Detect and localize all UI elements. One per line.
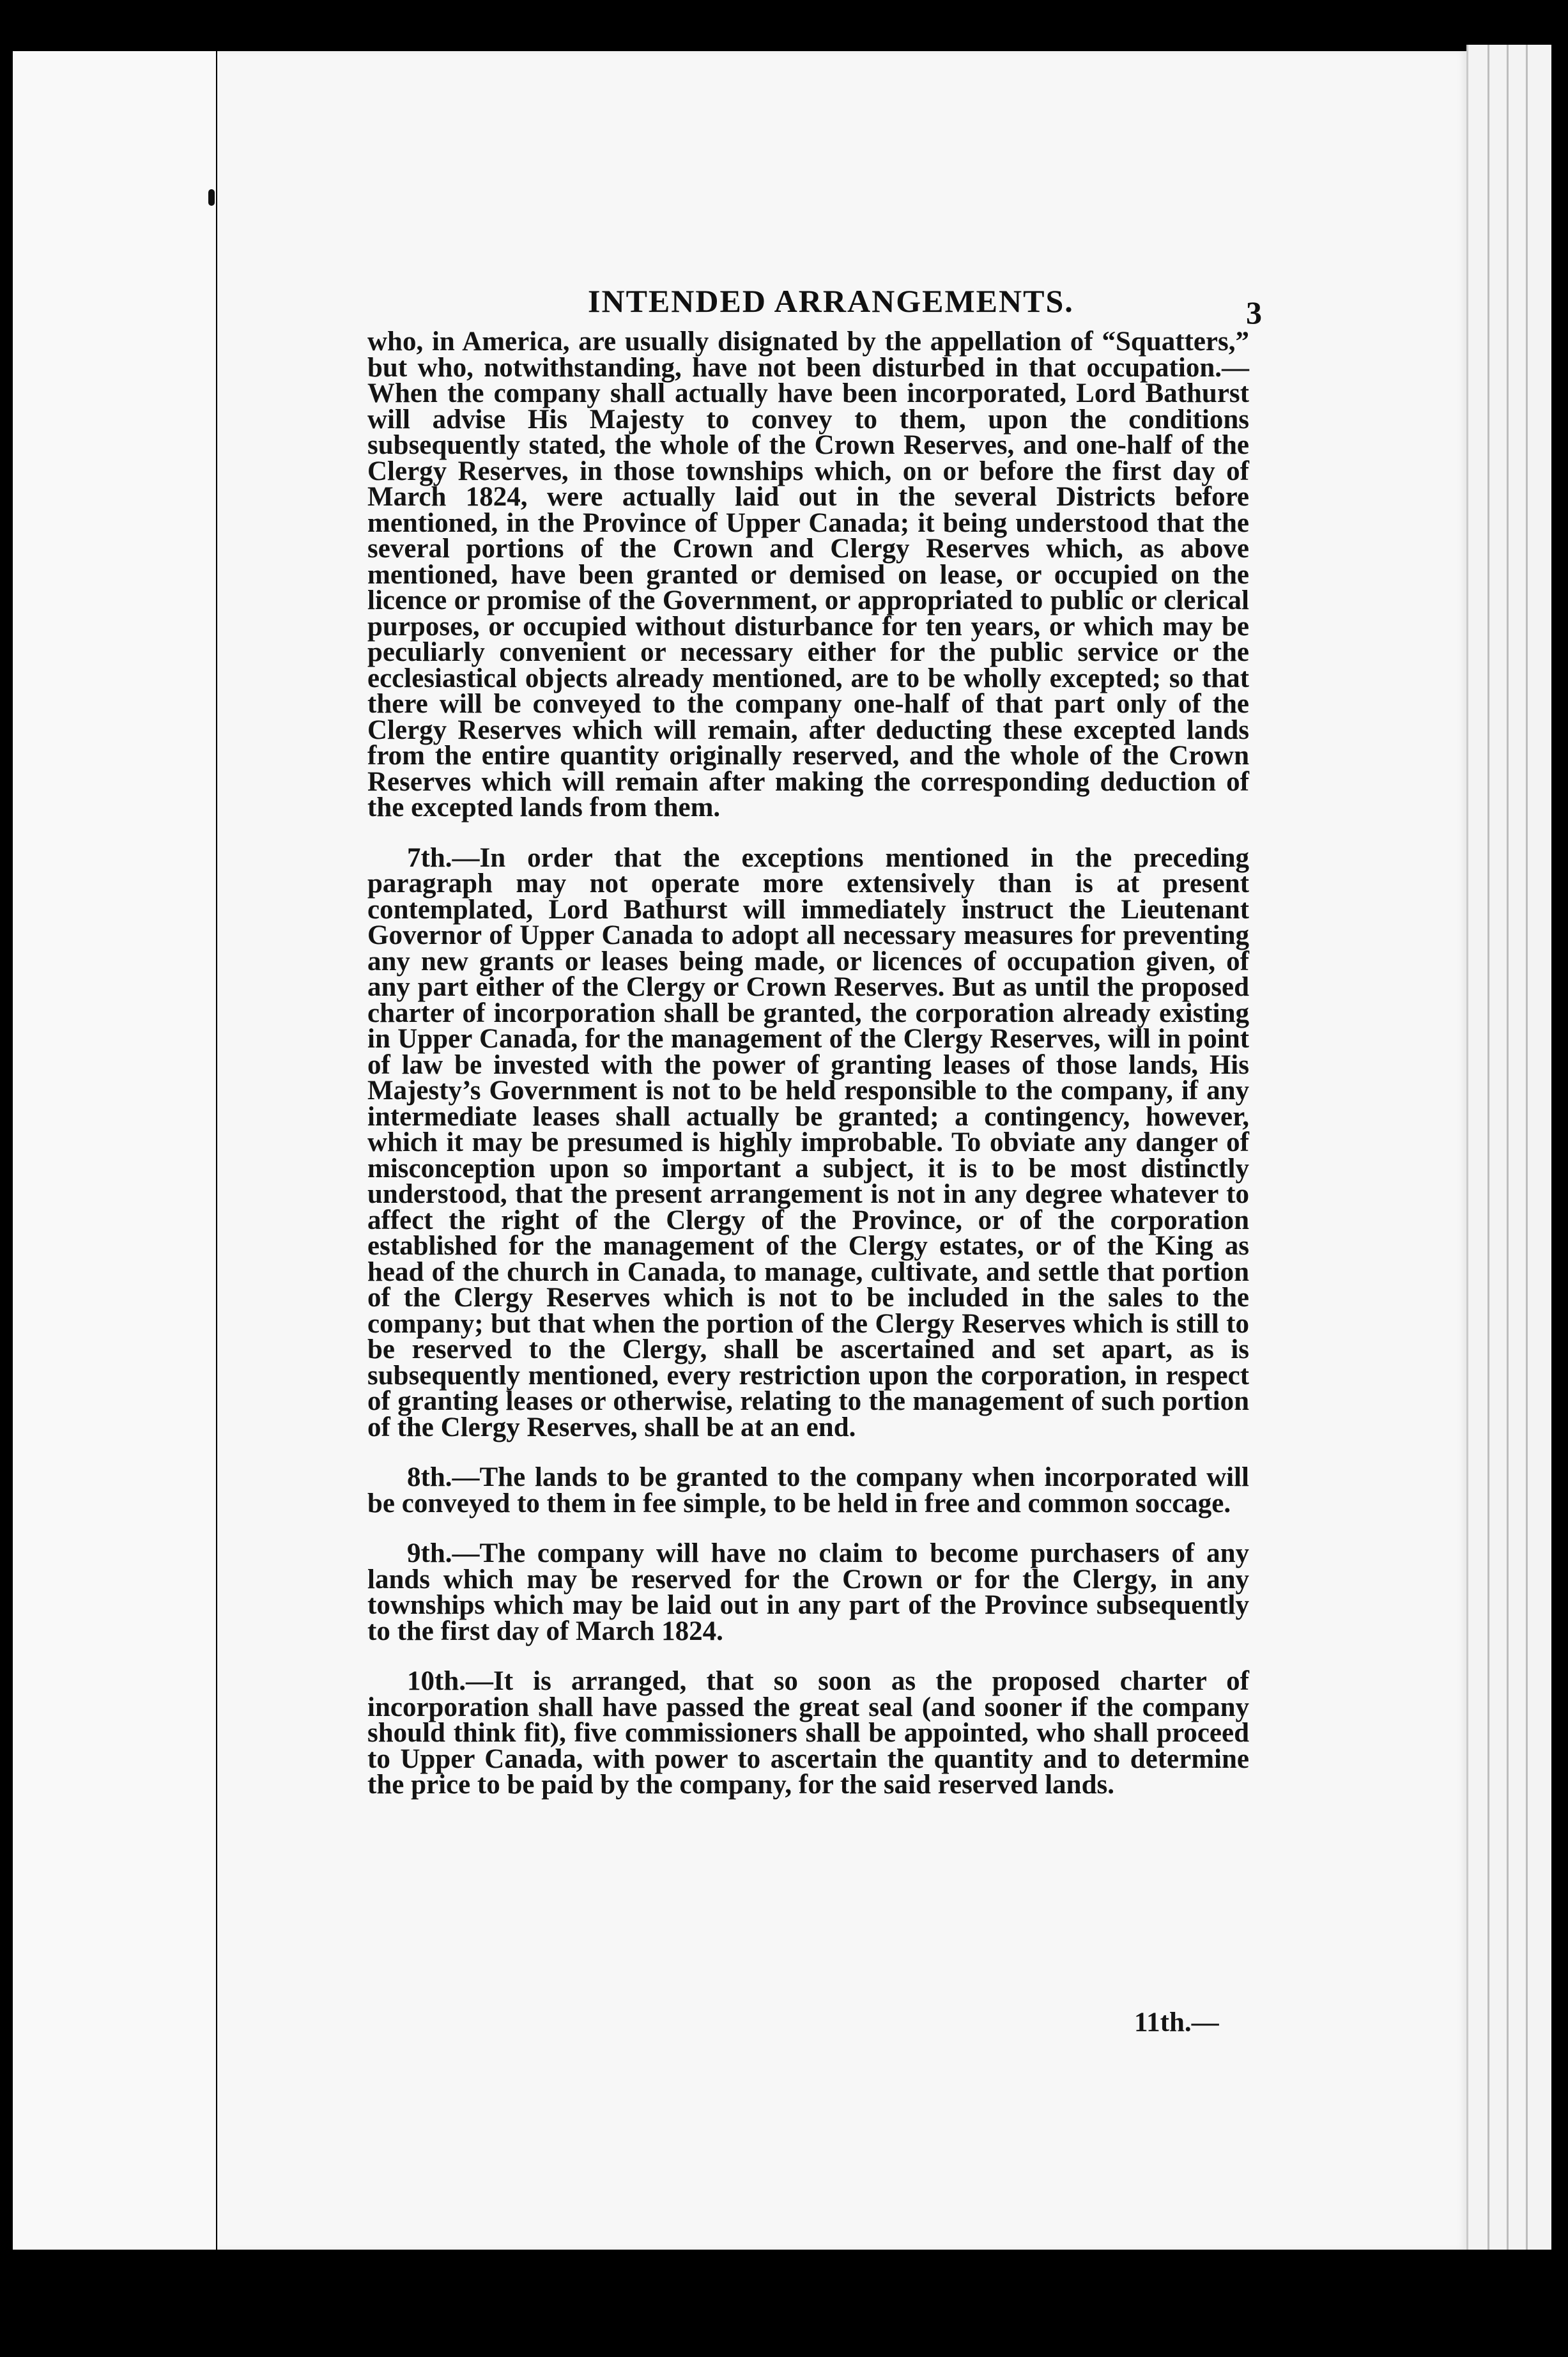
paragraph-7th: 7th.—In order that the exceptions mentioned in the preceding paragraph may not operate more extensively than is at present contemplated, Lord Bathurst will immediately instruct the Lieutenant Governor of Upper Canada to adopt all necessary measures for preventing any new grants or leases being made, or licences of occupation given, of any part either of the Clergy or Crown Reserves. But as until the proposed charter of incorporation shall be granted, the corporation already existing in Upper Canada, for the management of the Clergy Reserves, will in point of law be invested with the power of granting leases of those lands, His Majesty’s Government is not to be held responsible to the company, if any intermediate leases shall actually be granted; a contingency, however, which it may be presumed is highly improbable. To obviate any danger of misconception upon so important a subject, it is to be most distinctly understood, that the present arrangement is not in any degree whatever to affect the right of the Clergy of the Province, or of the corporation established for the management of the Clergy estates, or of the King as head of the church in Canada, to manage, cultivate, and settle that portion of the Clergy Reserves which is not to be included in the sales to the company; but that when the portion of the Clergy Reserves which is still to be reserved to the Clergy, shall be ascertained and set apart, as is subsequently mentioned, every restriction upon the corporation, in respect of granting leases or otherwise, relating to the management of such portion of the Clergy Reserves, shall be at an end. xyxy=(367,842,1249,1442)
page-edge-line xyxy=(1487,45,1489,2250)
page-edge-line xyxy=(1507,45,1509,2250)
catchword: 11th.— xyxy=(1134,2007,1219,2037)
paragraph-9th: 9th.—The company will have no claim to become purchasers of any lands which may be reserved for the Crown or for the Clergy, in any townships which may be laid out in any part of the Province subsequently to the first day of March 1824. xyxy=(367,1538,1249,1646)
body-text xyxy=(367,329,1249,1823)
page-edge-line xyxy=(1526,45,1528,2250)
page-edges xyxy=(1466,45,1551,2250)
paragraph-continued: who, in America, are usually disignated by the appellation of “Squatters,” but who, notwithstanding, have not been disturbed in that occupation.—When the company shall actually have been incorporated, Lord Bathurst will advise His Majesty to convey to them, upon the conditions subsequently stated, the whole of the Crown Reserves, and one-half of the Clergy Reserves, in those townships which, on or before the first day of March 1824, were actually laid out in the several Districts before mentioned, in the Province of Upper Canada; it being understood that the several portions of the Crown and Clergy Reserves which, as above mentioned, have been granted or demised on lease, or occupied on the licence or promise of the Government, or appropriated to public or clerical purposes, or occupied without disturbance for ten years, or which may be peculiarly convenient or necessary either for the public service or the ecclesiastical objects already mentioned, are to be wholly excepted; so that there will be conveyed to the company one-half of that part only of the Clergy Reserves which will remain, after deducting these excepted lands from the entire quantity originally reserved, and the whole of the Crown Reserves which will remain after making the corresponding deduction of the excepted lands from them. xyxy=(367,327,1249,823)
binding-mark xyxy=(208,189,215,206)
running-head: INTENDED ARRANGEMENTS. xyxy=(588,283,1074,319)
paragraph-10th: 10th.—It is arranged, that so soon as the proposed charter of incorporation shall have passed the great seal (and sooner if the company should think fit), five commissioners shall be appointed, who shall proceed to Upper Canada, with power to ascertain the quantity and to determine the price to be paid by the company, for the said reserved lands. xyxy=(367,1666,1249,1800)
page-number: 3 xyxy=(1246,295,1262,330)
facing-blank-page xyxy=(13,51,216,2250)
paragraph-8th: 8th.—The lands to be granted to the company when incorporated will be conveyed to them in fee simple, to be held in free and common soccage. xyxy=(367,1462,1249,1519)
